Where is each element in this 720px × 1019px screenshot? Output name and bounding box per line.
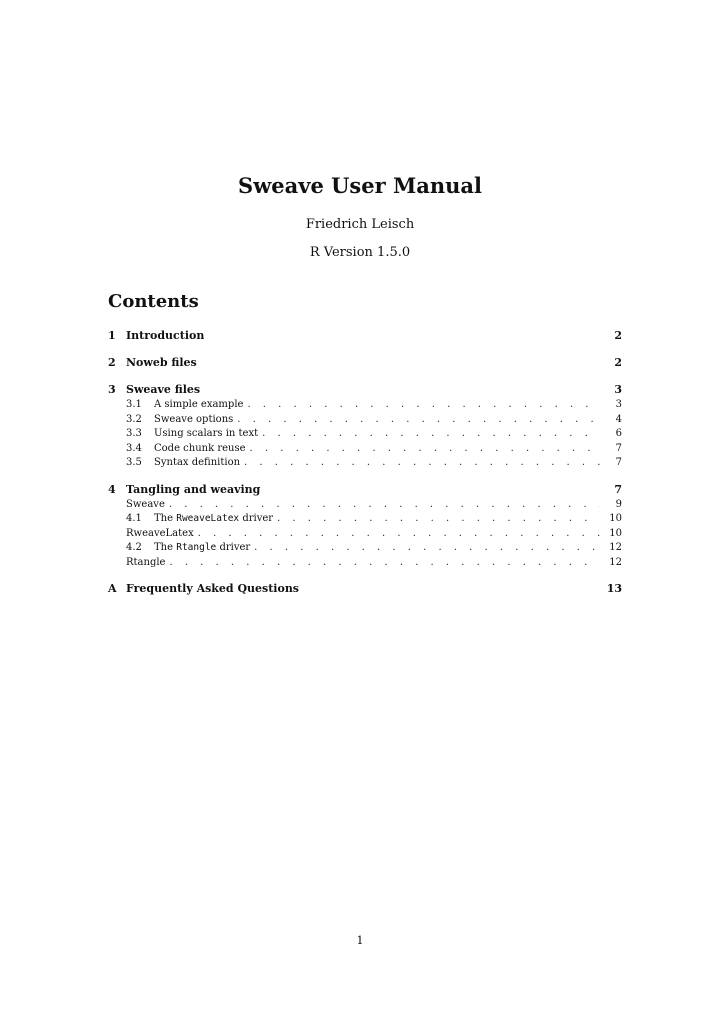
toc-dot-leader (277, 512, 600, 527)
toc-subsection-title-text: RweaveLatex (126, 527, 194, 539)
title-block (0, 172, 720, 262)
toc-dot-leader (169, 556, 600, 571)
toc-subsection-title (126, 527, 198, 542)
toc-subsection-title-suffix: driver (216, 542, 251, 553)
toc-dot-leader (169, 498, 600, 513)
toc-dot-leader (250, 442, 600, 457)
toc-dot-leader (254, 541, 600, 556)
toc-section (108, 581, 622, 597)
toc-subsection-title-suffix: driver (239, 513, 274, 524)
toc-subsection-title (126, 498, 169, 513)
toc-subsection-page: 12 (609, 556, 622, 568)
toc-subsection-page: 4 (615, 413, 622, 425)
toc-subsection-title (154, 413, 237, 428)
toc-section (108, 382, 622, 471)
toc-subsection-page: 12 (609, 542, 622, 553)
toc-subsection-entry[interactable] (108, 541, 622, 556)
toc-section-title: Introduction (126, 329, 205, 342)
toc-section-number: 1 (108, 329, 116, 342)
toc-subsection-title-text: The (154, 542, 177, 553)
toc-subsection-entry[interactable] (108, 456, 622, 471)
toc-subsection-title-text: A simple example (154, 399, 244, 410)
toc-subsection-code: Rtangle (176, 542, 217, 553)
toc-subsection-code: RweaveLatex (176, 513, 240, 524)
toc-subsection-page: 7 (615, 442, 622, 454)
toc-subsection-number: 3.2 (126, 413, 142, 425)
toc-subsection-title (154, 456, 244, 471)
toc-section-entry[interactable] (108, 328, 622, 344)
toc-subsection-entry[interactable] (108, 556, 622, 571)
toc-subsection-title (126, 556, 169, 571)
toc-subsection-title-text: Sweave options (154, 413, 234, 425)
table-of-contents (108, 290, 622, 608)
toc-subsection-page: 7 (615, 457, 622, 468)
toc-dot-leader (247, 398, 600, 413)
toc-section (108, 355, 622, 371)
toc-section-entry[interactable] (108, 355, 622, 371)
toc-section-number: 3 (108, 383, 116, 396)
toc-subsection-number: 3.3 (126, 428, 142, 439)
toc-subsection-title (154, 541, 254, 556)
toc-subsection-title (154, 512, 277, 527)
page-number: 1 (356, 934, 364, 947)
toc-subsection-title (154, 442, 250, 457)
toc-subsection-title-text: Syntax definition (154, 457, 241, 468)
toc-section-title: Tangling and weaving (126, 482, 261, 496)
toc-section-title: Frequently Asked Questions (126, 582, 300, 595)
toc-section-page: 13 (606, 582, 622, 595)
toc-section-page: 2 (614, 356, 622, 369)
toc-dot-leader (262, 427, 600, 442)
toc-section-number: 4 (108, 482, 116, 496)
toc-subsection-page: 9 (615, 498, 622, 510)
toc-dot-leader (198, 527, 600, 542)
toc-section-title: Sweave files (126, 383, 201, 396)
toc-dot-leader (244, 456, 600, 471)
toc-subsection-entry[interactable] (108, 413, 622, 428)
toc-subsection-title-text: The (154, 513, 177, 524)
toc-subsection-page: 3 (615, 399, 622, 410)
toc-section (108, 328, 622, 344)
toc-subsection-title (154, 398, 247, 413)
toc-section (108, 482, 622, 571)
toc-subsection-page: 10 (609, 527, 622, 539)
toc-subsection-number: 4.1 (126, 513, 142, 524)
toc-section-page: 2 (614, 329, 622, 342)
toc-subsection-entry[interactable] (108, 527, 622, 542)
toc-subsection-number: 3.4 (126, 442, 142, 454)
toc-section-entry[interactable] (108, 482, 622, 498)
toc-subsection-entry[interactable] (108, 427, 622, 442)
toc-subsection-title-text: Using scalars in text (154, 428, 259, 439)
toc-subsection-number: 3.1 (126, 399, 142, 410)
document-version: R Version 1.5.0 (309, 245, 411, 260)
toc-section-number: A (108, 582, 117, 595)
toc-subsection-page: 10 (609, 513, 622, 524)
toc-section-entry[interactable] (108, 382, 622, 398)
toc-subsection-entry[interactable] (108, 498, 622, 513)
toc-subsection-number: 3.5 (126, 457, 142, 468)
toc-section-page: 3 (614, 383, 622, 396)
document-title: Sweave User Manual (238, 173, 482, 198)
toc-section-page: 7 (614, 482, 622, 496)
toc-subsection-title-text: Sweave (126, 498, 165, 510)
toc-subsection-page: 6 (615, 428, 622, 439)
toc-section-entry[interactable] (108, 581, 622, 597)
toc-heading: Contents (108, 291, 199, 312)
toc-section-title: Noweb files (126, 356, 197, 369)
document-author: Friedrich Leisch (305, 217, 415, 232)
toc-subsection-entry[interactable] (108, 442, 622, 457)
toc-subsection-title-text: Rtangle (126, 556, 166, 568)
toc-subsection-title-text: Code chunk reuse (154, 442, 246, 454)
toc-subsection-title (154, 427, 262, 442)
toc-subsection-entry[interactable] (108, 398, 622, 413)
toc-subsection-number: 4.2 (126, 542, 142, 553)
toc-dot-leader (237, 413, 600, 428)
toc-subsection-entry[interactable] (108, 512, 622, 527)
toc-list (108, 328, 622, 597)
toc-section-number: 2 (108, 356, 116, 369)
